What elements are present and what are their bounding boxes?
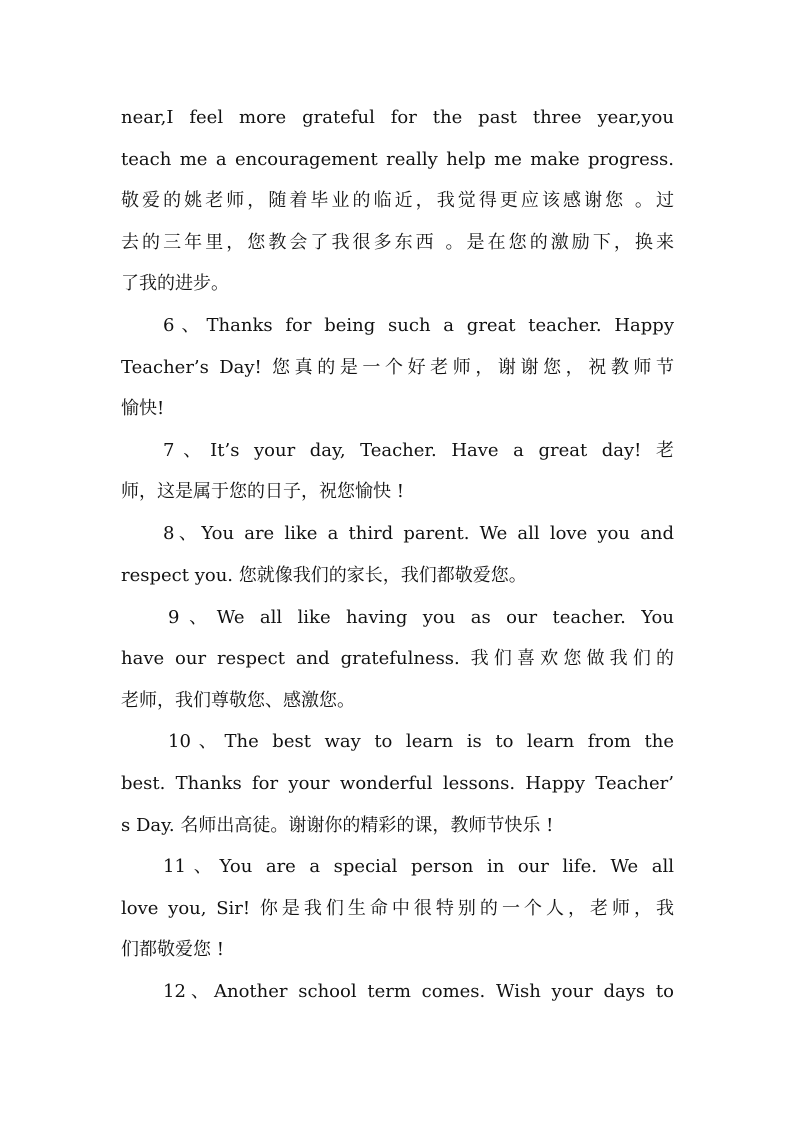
text-line: Teacher’s Day! 您真的是一个好老师，谢谢您，祝教师节 bbox=[121, 357, 674, 378]
text-line: 了我的进步。 bbox=[121, 273, 229, 294]
text-line: 8、You are like a third parent. We all love you and bbox=[163, 523, 674, 544]
text-line: 6、Thanks for being such a great teacher. Happy bbox=[163, 315, 674, 336]
text-line: 去的三年里，您教会了我很多东西 。是在您的激励下，换来 bbox=[121, 232, 674, 253]
text-line: 愉快! bbox=[121, 398, 165, 419]
text-line: have our respect and gratefulness. 我们喜欢您做我们的 bbox=[121, 648, 674, 669]
text-line: teach me a encouragement really help me make progress. bbox=[121, 149, 674, 170]
text-line: best. Thanks for your wonderful lessons. Happy Teacher’ bbox=[121, 773, 674, 794]
text-line: 师，这是属于您的日子，祝您愉快 ! bbox=[121, 481, 404, 502]
text-line: respect you. 您就像我们的家长，我们都敬爱您。 bbox=[121, 565, 527, 586]
text-line: 10、The best way to learn is to learn from the bbox=[168, 731, 674, 752]
text-line: near,I feel more grateful for the past three year,you bbox=[121, 107, 674, 128]
text-line: love you, Sir! 你是我们生命中很特别的一个人，老师，我 bbox=[121, 898, 674, 919]
text-line: s Day. 名师出高徒。谢谢你的精彩的课，教师节快乐 ! bbox=[121, 815, 554, 836]
text-line: 敬爱的姚老师，随着毕业的临近，我觉得更应该感谢您 。过 bbox=[121, 190, 674, 211]
text-line: 9、We all like having you as our teacher. You bbox=[168, 607, 674, 628]
text-line: 们都敬爱您 ! bbox=[121, 939, 224, 960]
text-line: 12、Another school term comes. Wish your days to bbox=[163, 981, 674, 1002]
text-line: 老师，我们尊敬您、感激您。 bbox=[121, 690, 355, 711]
text-line: 11、You are a special person in our life. We all bbox=[163, 856, 674, 877]
text-line: 7、It’s your day, Teacher. Have a great day! 老 bbox=[163, 440, 674, 461]
